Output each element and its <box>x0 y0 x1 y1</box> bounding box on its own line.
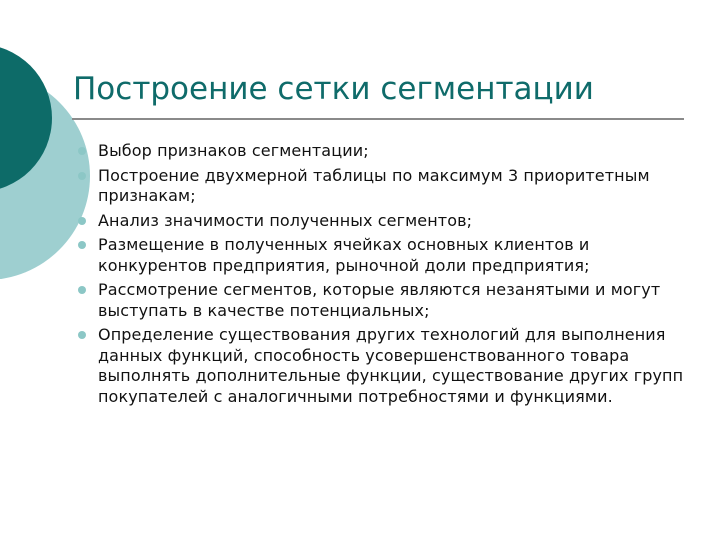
bullet-dot-icon <box>78 147 86 155</box>
bullet-text: Анализ значимости полученных сегментов; <box>98 210 473 230</box>
bullet-text: Размещение в полученных ячейках основных клиентов и конкурентов предприятия, рыночной доли предприятия; <box>98 235 590 275</box>
title-divider <box>72 118 684 120</box>
bullet-text: Выбор признаков сегментации; <box>98 141 369 160</box>
bullet-dot-icon <box>78 241 86 249</box>
bullet-dot-icon <box>78 331 86 339</box>
bullet-text: Рассмотрение сегментов, которые являются незанятыми и могут выступать в качестве потенциальных; <box>98 280 661 320</box>
bullet-item <box>78 325 688 407</box>
bullet-dot-icon <box>78 172 86 180</box>
bullet-text: Построение двухмерной таблицы по максимум 3 приоритетным признакам; <box>98 165 650 205</box>
bullet-dot-icon <box>78 286 86 294</box>
bullet-text: Определение существования других технологий для выполнения данных функций, способность усовершенствованного товара выполнять дополнительные функции, существование других групп покупателей с аналогичными потребностями и функциями. <box>98 325 684 406</box>
bullet-item <box>78 211 688 232</box>
bullet-list <box>78 141 688 411</box>
bullet-item <box>78 166 688 207</box>
bullet-item <box>78 235 688 276</box>
slide-title: Построение сетки сегментации <box>73 71 594 107</box>
bullet-dot-icon <box>78 217 86 225</box>
bullet-item <box>78 141 688 162</box>
bullet-item <box>78 280 688 321</box>
